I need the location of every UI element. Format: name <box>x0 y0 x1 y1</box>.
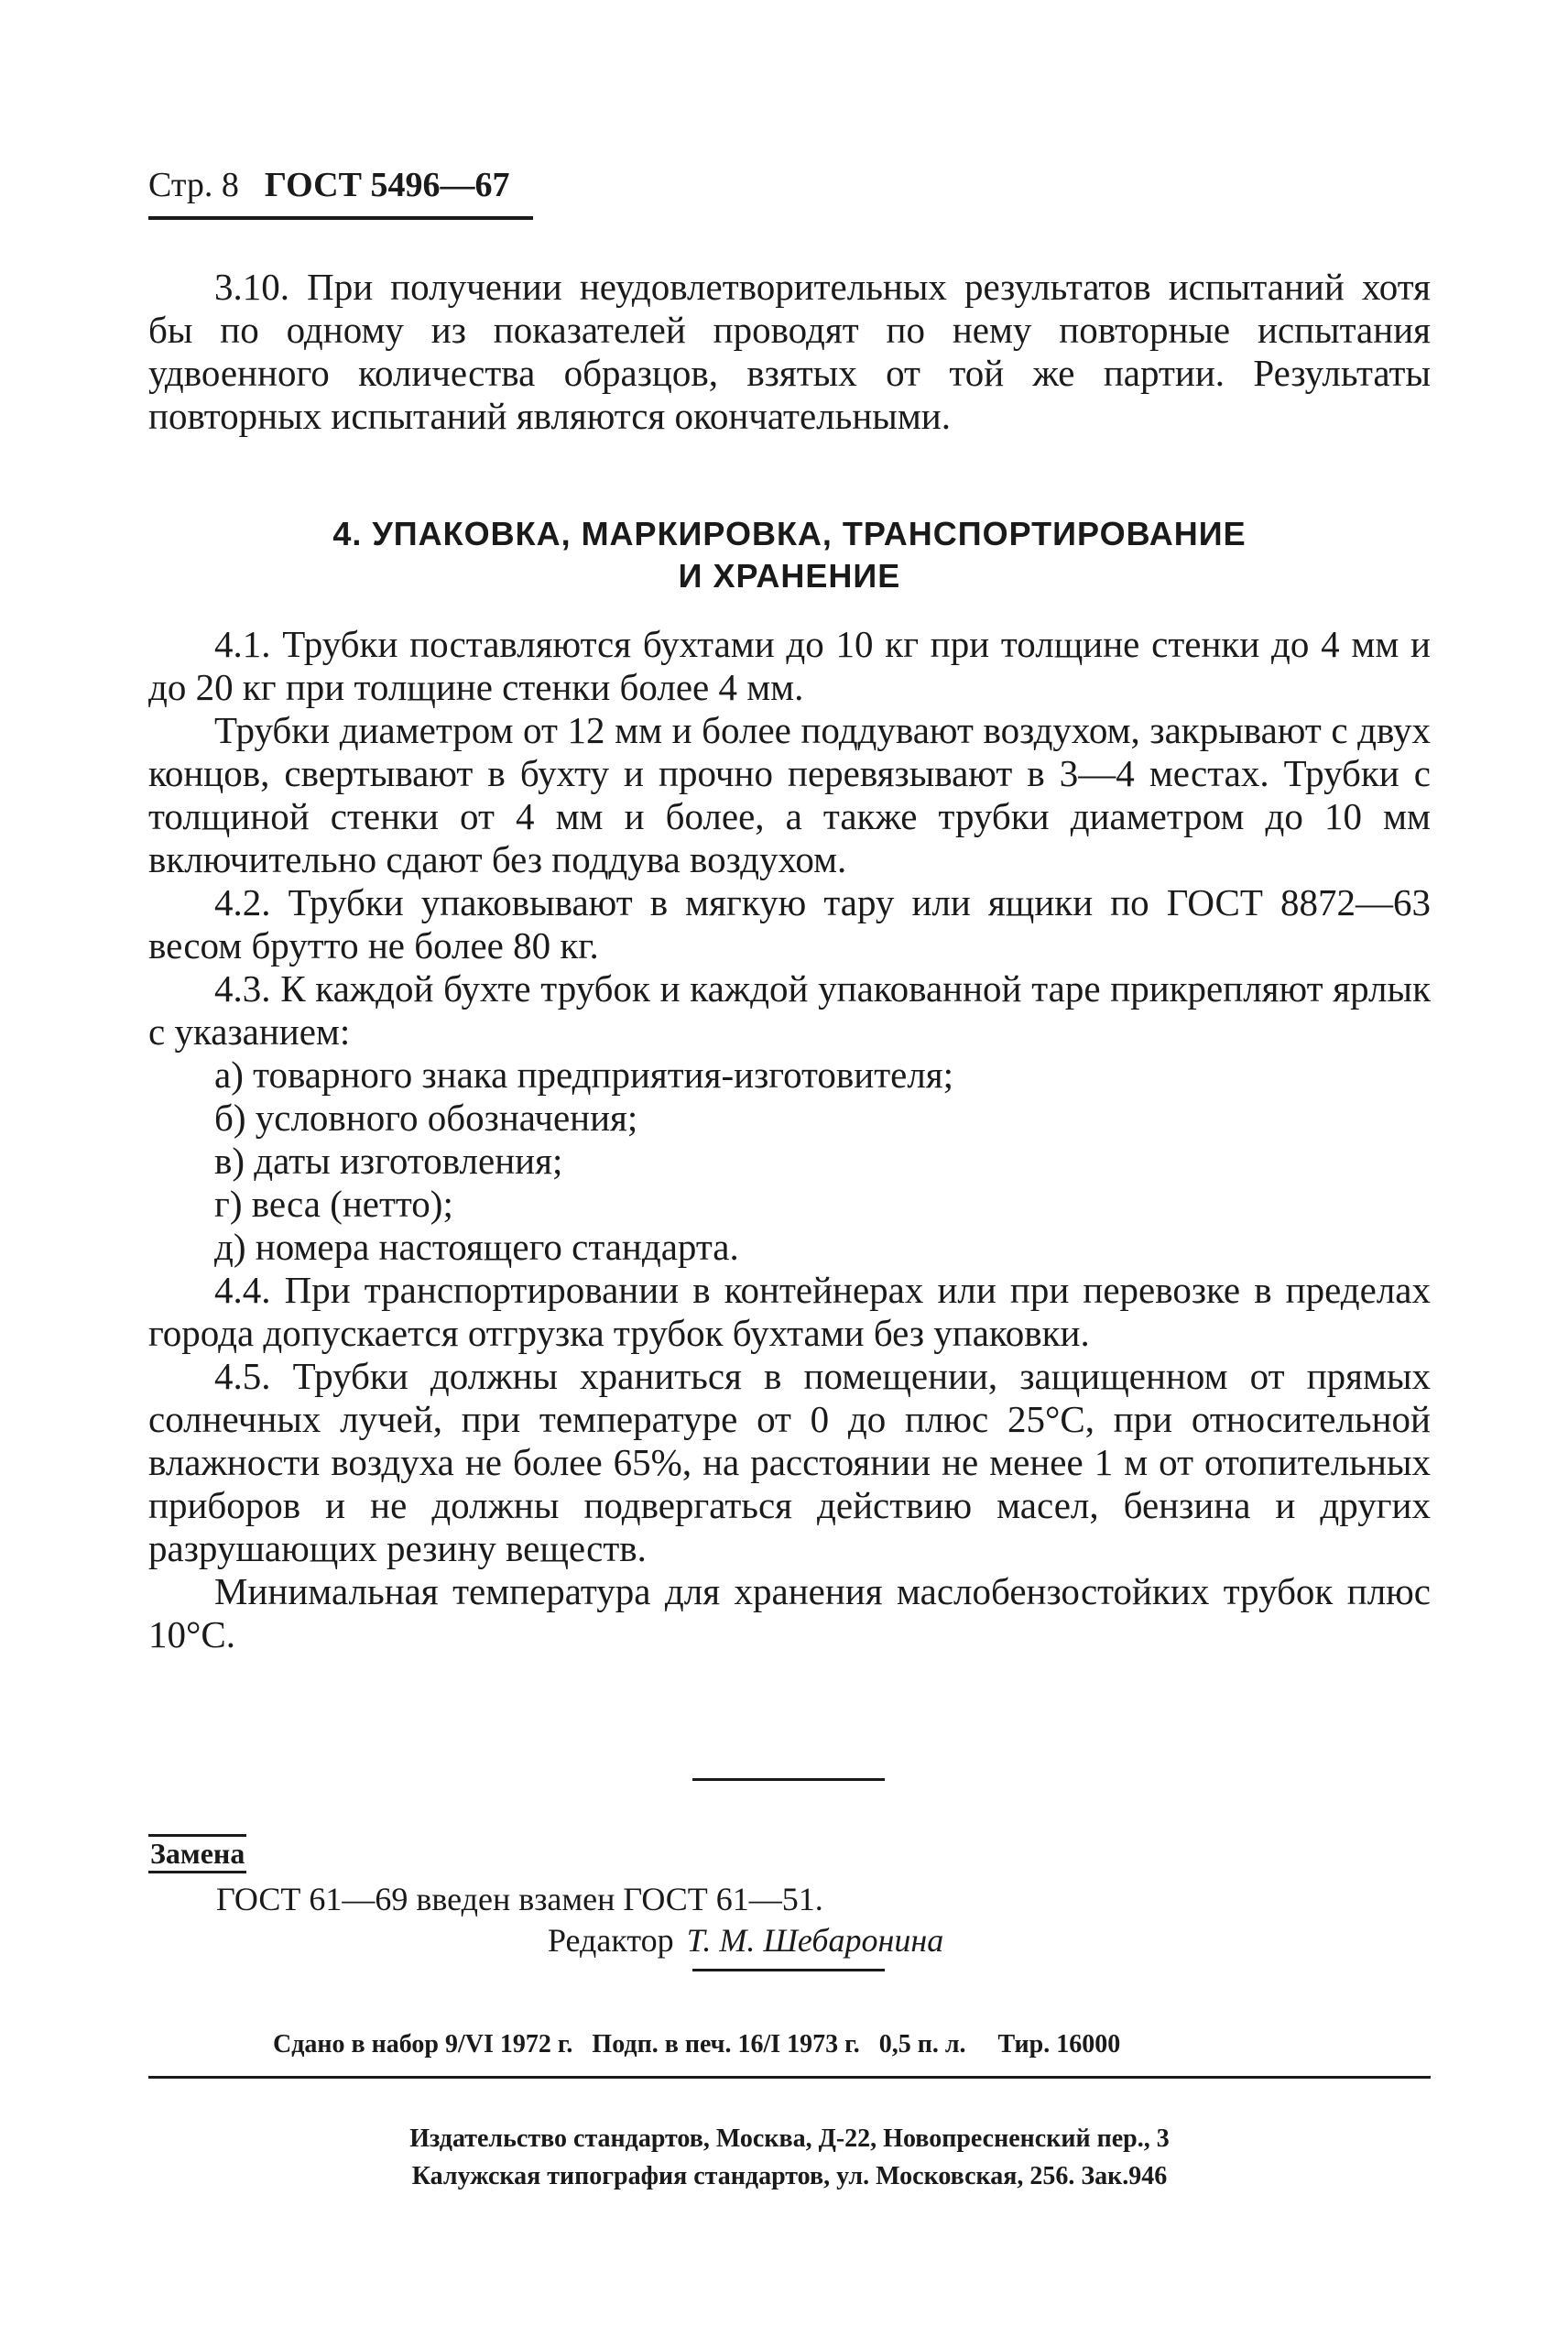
section-4-title-line-1: 4. УПАКОВКА, МАРКИРОВКА, ТРАНСПОРТИРОВАНИЕ <box>332 515 1247 552</box>
section-3-block <box>148 266 1431 438</box>
print-info: Сдано в набор 9/VI 1972 г. Подп. в печ. 16/I 1973 г. 0,5 п. л. Тир. 16000 <box>273 2030 1121 2058</box>
section-4-title <box>148 513 1431 597</box>
publisher-line: Издательство стандартов, Москва, Д-22, Новопресненский пер., 3 <box>409 2124 1170 2153</box>
header-rule <box>148 216 533 220</box>
paragraph-3-10: 3.10. При получении неудовлетворительных результатов испытаний хотя бы по одному из показателей проводят по нему повторные испытания удвоенного количества образцов, взятых от той же партии. Результаты повторных испытаний являются окончательными. <box>148 266 1431 437</box>
list-item: г) веса (нетто); <box>214 1183 453 1225</box>
paragraph-4-2: 4.2. Трубки упаковывают в мягкую тару или ящики по ГОСТ 8872—63 весом брутто не более 80 кг. <box>148 881 1431 966</box>
section-4-title-line-2: И ХРАНЕНИЕ <box>678 557 901 595</box>
paragraph-4-3: 4.3. К каждой бухте трубок и каждой упакованной таре прикрепляют ярлык с указанием: <box>148 967 1431 1053</box>
list-item: а) товарного знака предприятия-изготовителя; <box>214 1054 954 1096</box>
standard-number: ГОСТ 5496—67 <box>264 166 510 204</box>
list-item: д) номера настоящего стандарта. <box>214 1226 739 1268</box>
page-header <box>148 165 509 205</box>
replacement-label: Замена <box>148 1834 246 1873</box>
imprint-rule <box>148 2076 1431 2079</box>
page-number: Стр. 8 <box>148 166 239 204</box>
end-separator <box>692 1778 885 1781</box>
replacement-note: ГОСТ 61—69 введен взамен ГОСТ 61—51. <box>216 1881 823 1917</box>
list-item: в) даты изготовления; <box>214 1140 563 1182</box>
editor-separator <box>692 1969 885 1971</box>
paragraph-4-4: 4.4. При транспортировании в контейнерах или при перевозке в пределах города допускается отгрузка трубок бухтами без упаковки. <box>148 1269 1431 1354</box>
editor-name: Т. М. Шебаронина <box>686 1922 944 1959</box>
list-item: б) условного обозначения; <box>214 1097 638 1139</box>
printer-line: Калужская типография стандартов, ул. Московская, 256. Зак.946 <box>411 2162 1168 2190</box>
editor-line <box>548 1921 943 1960</box>
paragraph-4-5-continued: Минимальная температура для хранения маслобензостойких трубок плюс 10°С. <box>148 1570 1431 1655</box>
section-4-block <box>148 623 1431 1656</box>
paragraph-4-5: 4.5. Трубки должны храниться в помещении, защищенном от прямых солнечных лучей, при температуре от 0 до плюс 25°С, при относительной влажности воздуха не более 65%, на расстоянии не менее 1 м от отопительных приборов и не должны подвергаться действию масел, бензина и других разрушающих резину веществ. <box>148 1355 1431 1569</box>
paragraph-4-1-continued: Трубки диаметром от 12 мм и более поддувают воздухом, закрывают с двух концов, свертывают в бухту и прочно перевязывают в 3—4 местах. Трубки с толщиной стенки от 4 мм и более, а также трубки диаметром до 10 мм включительно сдают без поддува воздухом. <box>148 709 1431 880</box>
paragraph-4-1: 4.1. Трубки поставляются бухтами до 10 кг при толщине стенки до 4 мм и до 20 кг при толщине стенки более 4 мм. <box>148 623 1431 708</box>
editor-label: Редактор <box>548 1922 674 1959</box>
